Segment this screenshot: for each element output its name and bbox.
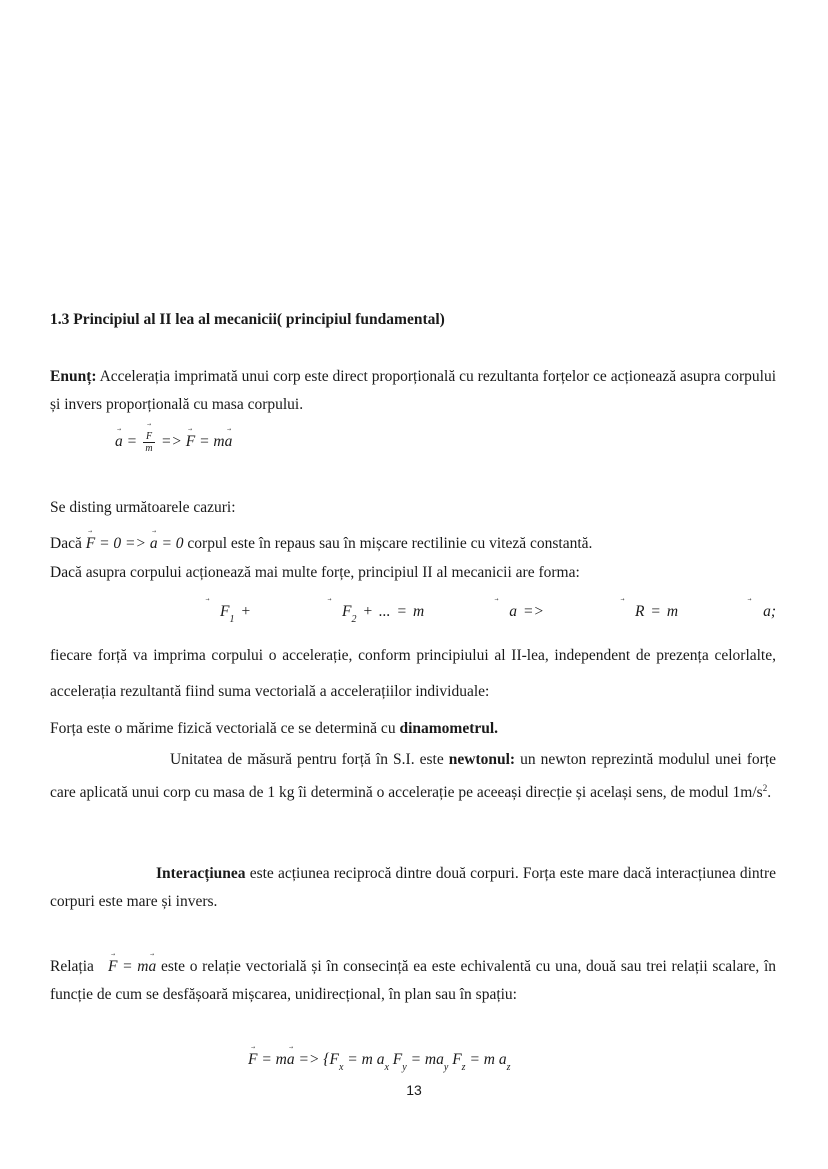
- bold-term: Interacțiunea: [156, 865, 246, 882]
- vector-F: → F: [108, 953, 117, 981]
- subscript: z: [506, 1062, 511, 1073]
- vector-R: → R: [550, 594, 644, 630]
- section-heading: 1.3 Principiul al II lea al mecanicii( principiul fundamental): [50, 311, 445, 328]
- vector-a: → a: [424, 594, 517, 630]
- statement-text: Accelerația imprimată unui corp este direct proporțională cu rezultanta forțelor ce acționează asupra corpului și invers proporțională cu masa corpului.: [50, 368, 776, 413]
- text: este o relație vectorială și în consecință ea este echivalentă cu una, două sau trei relații scalare, în funcție de cum se desfășoară mișcarea, unidirecțional, în plan sau în spațiu:: [50, 958, 780, 1003]
- implies: =>: [157, 433, 186, 450]
- math: = m: [257, 1051, 287, 1068]
- superscript: 2: [762, 783, 768, 793]
- math: = m a: [465, 1051, 507, 1068]
- relation-paragraph: [50, 953, 780, 1009]
- text: Forța este o mărime fizică vectorială ce se determină cu: [50, 720, 400, 737]
- unit-paragraph: [50, 746, 776, 807]
- subscript: z: [461, 1062, 466, 1073]
- subscript: x: [338, 1062, 344, 1073]
- fraction: [143, 431, 155, 454]
- semicolon: ;: [770, 603, 777, 620]
- math: = m a: [343, 1051, 385, 1068]
- math: = m: [117, 958, 149, 975]
- text: Relația: [50, 958, 108, 975]
- subscript: y: [402, 1062, 407, 1073]
- formula-components: [248, 1046, 511, 1082]
- subscript: 1: [229, 614, 235, 625]
- subscript: x: [384, 1062, 389, 1073]
- vector-a: → a: [149, 953, 157, 981]
- math: = m: [644, 603, 679, 620]
- page-number: 13: [406, 1082, 422, 1098]
- vector-a: → a: [678, 594, 771, 630]
- math: F: [448, 1051, 462, 1068]
- formula-sum-forces: [135, 603, 777, 625]
- rhs: = m: [195, 433, 225, 450]
- statement-label: Enunț:: [50, 368, 97, 385]
- math: = ma: [406, 1051, 444, 1068]
- text: este acțiunea reciprocă dintre două corpuri. Forța este mare dacă interacțiunea dintre corpuri este mare și invers.: [50, 865, 776, 910]
- case-2: Dacă asupra corpului acționează mai multe forțe, principiul II al mecanicii are forma:: [50, 564, 580, 581]
- math: => {F: [294, 1051, 339, 1068]
- formula-newton-second-law: [115, 428, 828, 456]
- bold-term: dinamometrul.: [399, 720, 499, 737]
- bold-term: newtonul:: [448, 751, 516, 768]
- math: + ... = m: [356, 603, 425, 620]
- text: un newton reprezintă modulul unei forțe care aplicată unui corp cu masa de 1 kg îi determină o accelerație pe aceeași direcție și același sens, de modul 1m/s: [50, 751, 777, 802]
- case-1: [50, 530, 776, 558]
- statement-paragraph: [50, 363, 776, 419]
- vector-F: → F: [135, 594, 229, 630]
- vector-F: → F: [248, 1046, 257, 1074]
- prefix: Dacă: [50, 535, 86, 552]
- force-definition: [50, 715, 776, 743]
- equals: =: [122, 433, 141, 450]
- math: = 0: [157, 535, 184, 552]
- vector-a: → a: [225, 428, 233, 456]
- vector-F: → F: [257, 594, 351, 630]
- subscript: y: [443, 1062, 449, 1073]
- subscript: 2: [351, 614, 357, 625]
- math: = 0 =>: [95, 535, 150, 552]
- vector-F: → F: [86, 530, 95, 558]
- cases-intro: Se disting următoarele cazuri:: [50, 499, 236, 516]
- vector-a: → a: [150, 530, 158, 558]
- vector-a: → a: [287, 1046, 295, 1074]
- implies: =>: [516, 603, 550, 620]
- interaction-paragraph: [50, 860, 776, 916]
- case-2-text: fiecare forță va imprima corpului o accelerație, conform principiului al II-lea, independent de prezența celorlalte, accelerația rezultantă fiind suma vectorială a accelerațiilor individuale:: [50, 647, 776, 700]
- vector-F: → F: [186, 428, 195, 456]
- math: F: [388, 1051, 403, 1068]
- text: .: [767, 784, 772, 802]
- case-1-text: corpul este în repaus sau în mișcare rectilinie cu viteză constantă.: [183, 535, 593, 552]
- case-2-paragraph: [50, 594, 776, 710]
- text: Unitatea de măsură pentru forță în S.I. este: [170, 751, 449, 768]
- denominator: m: [145, 442, 153, 454]
- vector-a: → a: [115, 428, 123, 456]
- vector-F: → F: [146, 431, 152, 442]
- plus: +: [234, 603, 257, 620]
